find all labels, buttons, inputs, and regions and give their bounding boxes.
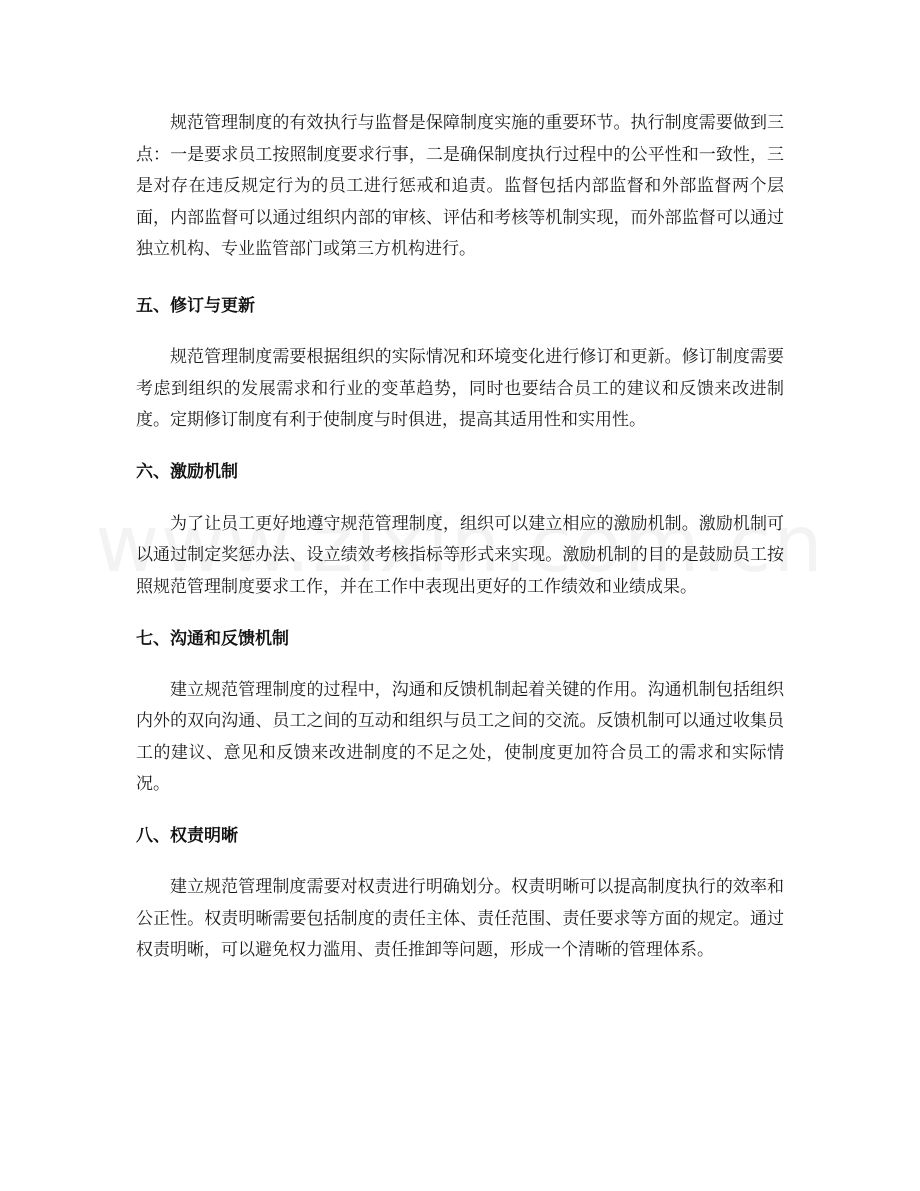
heading-rights-responsibilities: 八、权责明晰 xyxy=(136,825,238,846)
paragraph-execution-supervision: 规范管理制度的有效执行与监督是保障制度实施的重要环节。执行制度需要做到三点：一是要求员工按照制度要求行事，二是确保制度执行过程中的公平性和一致性，三是对存在违反规定行为的员工进行惩戒和追责。监督包括内部监督和外部监督两个层面，内部监督可以通过组织内部的审核、评估和考核等机制实现，而外部监督可以通过独立机构、专业监管部门或第三方机构进行。 xyxy=(136,113,784,260)
document-page xyxy=(136,108,784,967)
paragraph-rights-responsibilities: 建立规范管理制度需要对权责进行明确划分。权责明晰可以提高制度执行的效率和公正性。权责明晰需要包括制度的责任主体、责任范围、责任要求等方面的规定。通过权责明晰，可以避免权力滥用、责任推卸等问题，形成一个清晰的管理体系。 xyxy=(136,876,784,961)
heading-incentive-mechanism: 六、激励机制 xyxy=(136,461,238,482)
paragraph-incentive-mechanism: 为了让员工更好地遵守规范管理制度，组织可以建立相应的激励机制。激励机制可以通过制定奖惩办法、设立绩效考核指标等形式来实现。激励机制的目的是鼓励员工按照规范管理制度要求工作，并在工作中表现出更好的工作绩效和业绩成果。 xyxy=(136,513,784,597)
paragraph-communication-feedback: 建立规范管理制度的过程中，沟通和反馈机制起着关键的作用。沟通机制包括组织内外的双向沟通、员工之间的互动和组织与员工之间的交流。反馈机制可以通过收集员工的建议、意见和反馈来改进制度的不足之处，使制度更加符合员工的需求和实际情况。 xyxy=(136,679,784,795)
heading-revision-update: 五、修订与更新 xyxy=(136,295,255,316)
heading-communication-feedback: 七、沟通和反馈机制 xyxy=(136,628,289,649)
paragraph-revision-update: 规范管理制度需要根据组织的实际情况和环境变化进行修订和更新。修订制度需要考虑到组织的发展需求和行业的变革趋势，同时也要结合员工的建议和反馈来改进制度。定期修订制度有利于使制度与时俱进，提高其适用性和实用性。 xyxy=(136,346,784,431)
